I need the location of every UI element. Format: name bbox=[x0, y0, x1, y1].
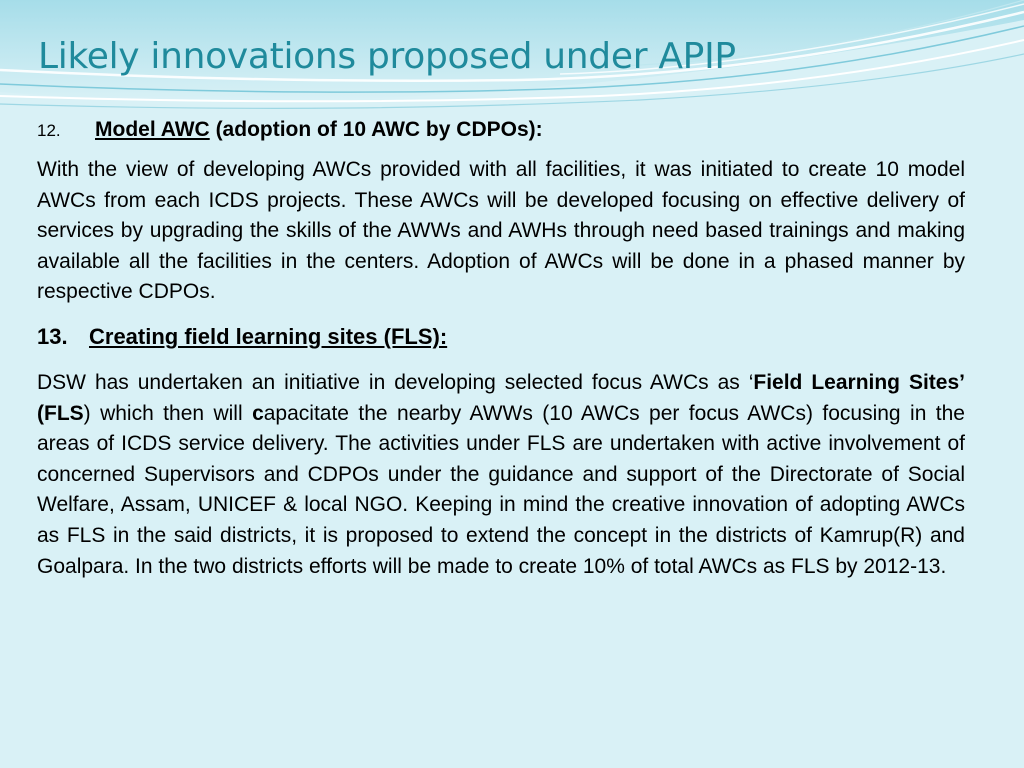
slide-content bbox=[37, 118, 965, 582]
section-13-text-3: apacitate the nearby AWWs (10 AWCs per focus AWCs) focusing in the areas of ICDS service delivery. The activities under FLS are undertaken with active involvement of concerned Supervisors and CDPOs under the guidance and support of the Directorate of Social Welfare, Assam, UNICEF & local NGO. Keeping in mind the creative innovation of adopting AWCs as FLS in the said districts, it is proposed to extend the concept in the districts of Kamrup(R) and Goalpara. In the two districts efforts will be made to create 10% of total AWCs as FLS by 2012-13. bbox=[37, 401, 965, 578]
section-13-paragraph bbox=[37, 368, 965, 582]
section-13-number: 13. bbox=[37, 323, 68, 349]
section-13-text-2: ) which then will bbox=[83, 401, 253, 425]
section-12-heading bbox=[37, 118, 965, 142]
section-13-text-1: DSW has undertaken an initiative in developing selected focus AWCs as ‘ bbox=[37, 370, 754, 394]
section-12-heading-rest: (adoption of 10 AWC by CDPOs): bbox=[215, 118, 543, 141]
slide-title: Likely innovations proposed under APIP bbox=[38, 36, 736, 77]
section-13-heading bbox=[37, 324, 965, 350]
section-13-bold-1: Field Learning Sites’ (FLS bbox=[37, 370, 965, 425]
section-12-number: 12. bbox=[37, 121, 61, 140]
section-12-paragraph: With the view of developing AWCs provided with all facilities, it was initiated to create 10 model AWCs from each ICDS projects. These AWCs will be developed focusing on effective delivery of services by upgrading the skills of the AWWs and AWHs through need based trainings and making available all the facilities in the centers. Adoption of AWCs will be done in a phased manner by respective CDPOs. bbox=[37, 158, 965, 304]
section-13-heading-text: Creating field learning sites (FLS): bbox=[89, 323, 448, 349]
section-12-heading-underlined: Model AWC bbox=[95, 118, 210, 141]
section-13-bold-2: c bbox=[252, 401, 264, 425]
